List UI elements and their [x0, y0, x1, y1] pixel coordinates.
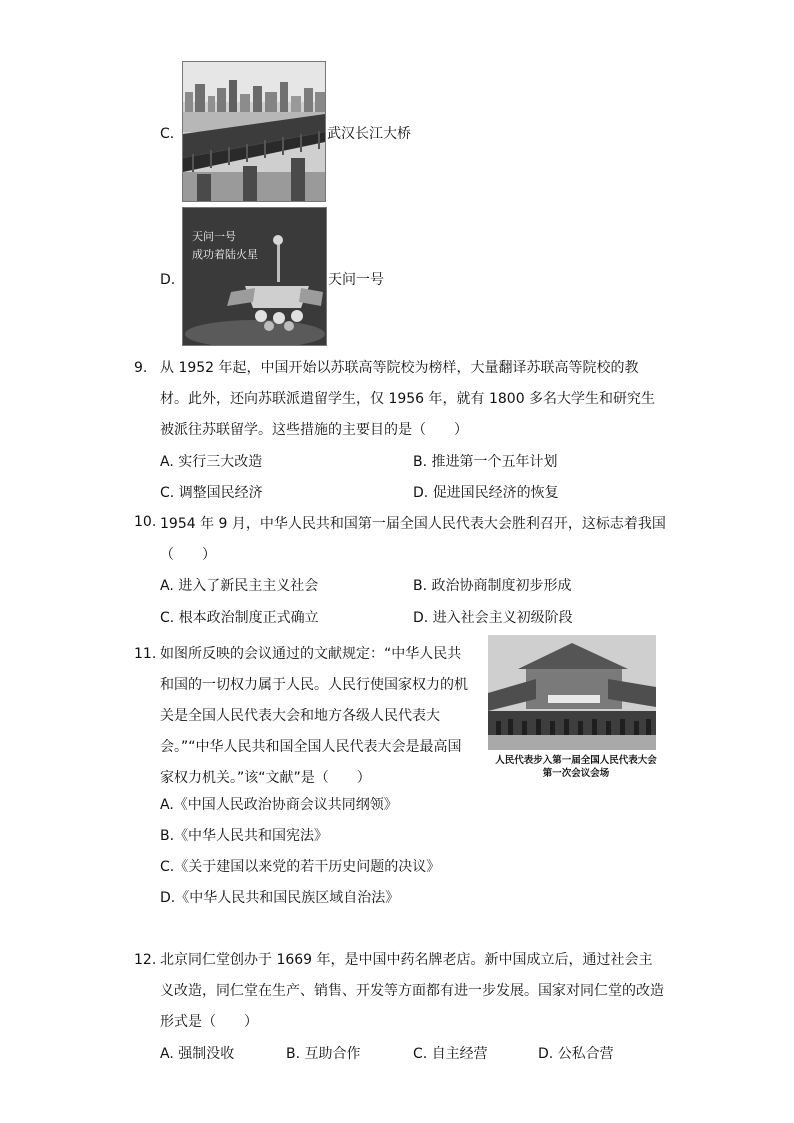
tianwen-photo	[182, 207, 327, 346]
q10-number: 10.	[134, 514, 157, 530]
option-text: 《中华人民共和国民族区域自治法》	[175, 890, 400, 906]
option-letter: D.	[160, 890, 176, 906]
option-text: 促进国民经济的恢复	[432, 485, 559, 501]
q11-option-b[interactable]	[160, 827, 328, 845]
q9-option-d[interactable]	[413, 484, 559, 502]
q11-stem: 如图所反映的会议通过的文献规定：“中华人民共和国的一切权力属于人民。人民行使国家权力的机关是全国人民代表大会和地方各级人民代表大会。”“中华人民共和国全国人民代表大会是最高国家权力机关。”该“文献”是（ ）	[160, 646, 468, 786]
congress-hall-caption: 人民代表步入第一届全国人民代表大会第一次会议会场	[495, 755, 657, 779]
q10-option-c[interactable]	[160, 609, 319, 627]
option-letter: A.	[160, 797, 174, 813]
option-letter: C.	[160, 485, 175, 501]
option-c-letter: C.	[160, 126, 175, 142]
option-text: 实行三大改造	[178, 454, 263, 470]
option-text: 《中华人民共和国宪法》	[174, 828, 329, 844]
option-letter: C.	[160, 859, 175, 875]
option-letter: A.	[160, 578, 174, 594]
q9-stem: 从 1952 年起，中国开始以苏联高等院校为榜样，大量翻译苏联高等院校的教材。此外，还向苏联派遣留学生，仅 1956 年，就有 1800 多名大学生和研究生被派往苏联留学。这些措施的主要目的是（ ）	[160, 360, 656, 438]
option-text: 《关于建国以来党的若干历史问题的决议》	[174, 859, 441, 875]
bridge-image-drawing	[183, 62, 325, 201]
wuhan-bridge-photo	[182, 61, 326, 202]
q12-number: 12.	[134, 952, 157, 968]
q12-option-d[interactable]	[538, 1045, 614, 1063]
option-letter: A.	[160, 454, 174, 470]
q10-stem-line1: 1954 年 9 月，中华人民共和国第一届全国人民代表大会胜利召开，这标志着我国	[160, 516, 666, 532]
option-text: 自主经营	[431, 1046, 488, 1062]
option-text: 互助合作	[304, 1046, 361, 1062]
congress-hall-drawing	[488, 635, 656, 750]
option-text: 调整国民经济	[178, 485, 263, 501]
q10-stem-line2: （ ）	[160, 547, 216, 563]
q9-option-a[interactable]	[160, 453, 262, 471]
q11-option-a[interactable]	[160, 796, 398, 814]
option-letter: D.	[413, 610, 429, 626]
option-letter: D.	[538, 1046, 554, 1062]
option-c-text: 武汉长江大桥	[327, 126, 411, 142]
option-letter: C.	[160, 610, 175, 626]
option-text: 公私合营	[557, 1046, 614, 1062]
q10-option-b[interactable]	[413, 577, 572, 595]
option-d-text: 天问一号	[328, 272, 384, 288]
option-text: 强制没收	[178, 1046, 235, 1062]
q11-number: 11.	[134, 646, 157, 662]
option-letter: B.	[413, 454, 428, 470]
option-text: 《中国人民政治协商会议共同纲领》	[173, 797, 398, 813]
q11-option-c[interactable]	[160, 858, 440, 876]
q12-option-a[interactable]	[160, 1045, 234, 1063]
tianwen-photo-text-1: 天问一号	[192, 230, 236, 243]
congress-hall-photo	[488, 635, 656, 750]
option-letter: B.	[413, 578, 428, 594]
q9-option-c[interactable]	[160, 484, 263, 502]
q9-option-b[interactable]	[413, 453, 558, 471]
q12-stem: 北京同仁堂创办于 1669 年，是中国中药名牌老店。新中国成立后，通过社会主义改造，同仁堂在生产、销售、开发等方面都有进一步发展。国家对同仁堂的改造形式是（ ）	[160, 952, 664, 1030]
q12-option-b[interactable]	[286, 1045, 361, 1063]
option-text: 政治协商制度初步形成	[431, 578, 572, 594]
tianwen-photo-text-2: 成功着陆火星	[192, 248, 258, 261]
option-letter: D.	[413, 485, 429, 501]
q9-number: 9.	[134, 360, 148, 376]
option-d-letter: D.	[160, 272, 176, 288]
q12-option-c[interactable]	[413, 1045, 488, 1063]
mars-rover-drawing	[183, 208, 326, 345]
option-letter: B.	[160, 828, 175, 844]
option-text: 进入了新民主主义社会	[178, 578, 319, 594]
option-text: 根本政治制度正式确立	[178, 610, 319, 626]
option-text: 进入社会主义初级阶段	[432, 610, 573, 626]
option-letter: C.	[413, 1046, 428, 1062]
q10-option-a[interactable]	[160, 577, 318, 595]
q10-option-d[interactable]	[413, 609, 573, 627]
q11-option-d[interactable]	[160, 889, 399, 907]
option-text: 推进第一个五年计划	[431, 454, 558, 470]
option-letter: B.	[286, 1046, 301, 1062]
option-letter: A.	[160, 1046, 174, 1062]
